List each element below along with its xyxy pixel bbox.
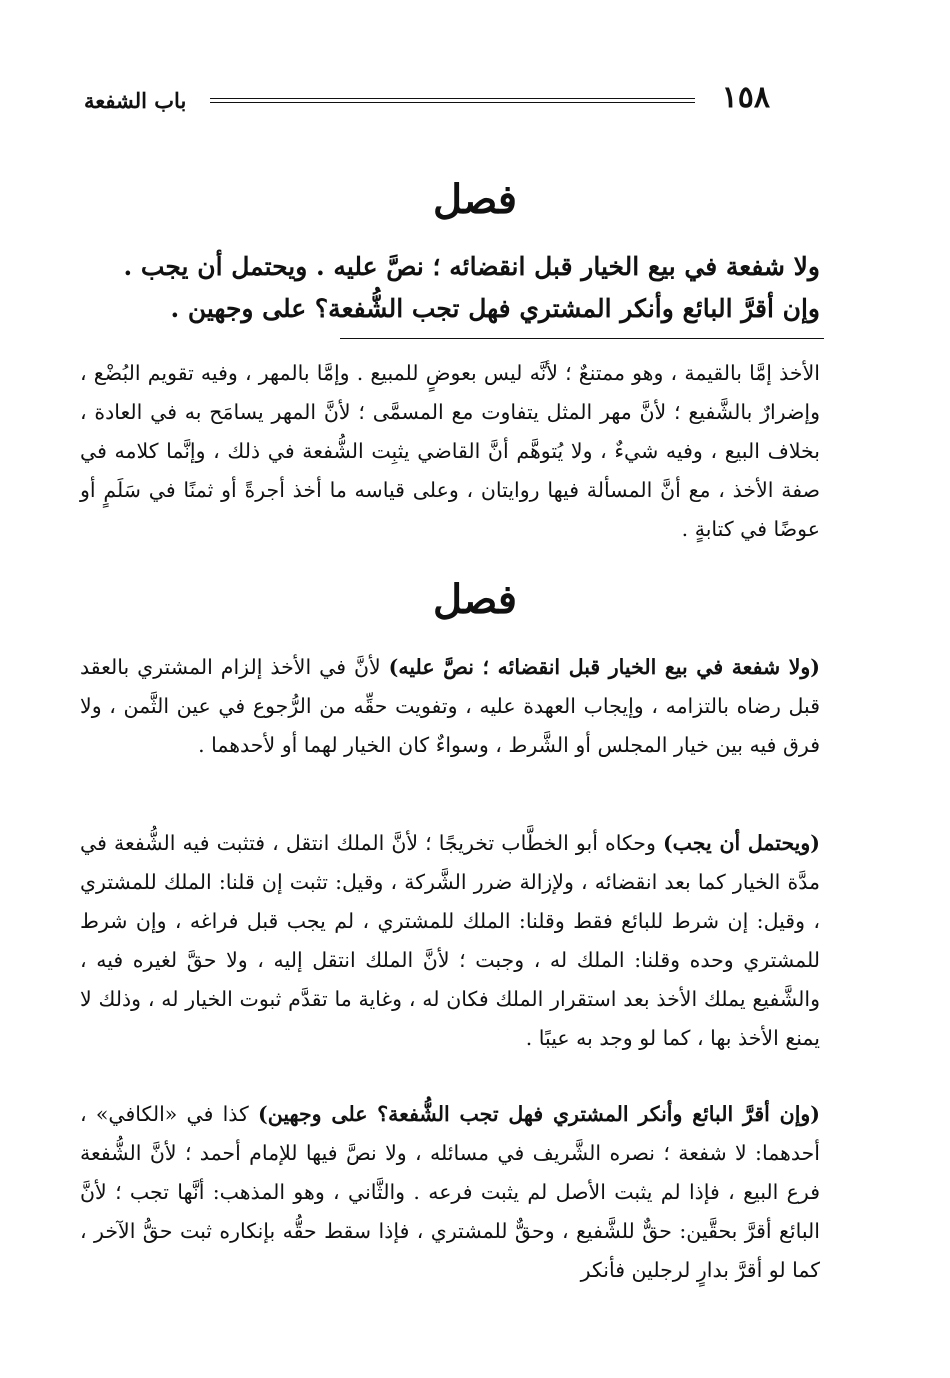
matn-line-1: ولا شفعة في بيع الخيار قبل انقضائه ؛ نصَّ عليه . ويحتمل أن يجب . (123, 252, 820, 281)
matn-lemma: (ويحتمل أن يجب) (662, 831, 820, 855)
sharh-text: وحكاه أبو الخطَّاب تخريجًا ؛ لأنَّ الملك انتقل ، فتثبت فيه الشُّفعة في مدَّة الخيار كما بعد انقضائه ، ولإزالة ضرر الشَّركة ، وقيل: تثبت إن قلنا: الملك للمشتري ، وقيل: إن شرط للبائع فقط وقلنا: الملك للمشتري ، لم يجب قبل فراغه ، وإن شرط للمشتري وحده وقلنا: الملك له ، وجبت ؛ لأنَّ الملك انتقل إليه ، ولا حقَّ لغيره فيه ، والشَّفيع يملك الأخذ بعد استقرار الملك فكان له ، وغاية ما تقدَّم ثبوت الخيار له ، وذلك لا يمنع الأخذ بها ، كما لو وجد به عيبًا . (80, 831, 820, 1050)
section-heading-1: فصل (432, 176, 518, 223)
matn-lemma: (ولا شفعة في بيع الخيار قبل انقضائه ؛ نصَّ عليه) (388, 655, 820, 679)
page-number: ١٥٨ (721, 80, 770, 115)
section-heading-2: فصل (432, 576, 518, 623)
matn-lemma: (وإن أقرَّ البائع وأنكر المشتري فهل تجب الشُّفعة؟ على وجهين) (258, 1102, 820, 1126)
matn-line-2: وإن أقرَّ البائع وأنكر المشتري فهل تجب الشُّفعة؟ على وجهين . (170, 294, 820, 323)
sharh-paragraph-2 (80, 824, 820, 1058)
sharh-paragraph-1 (80, 648, 820, 765)
sharh-text: لأنَّ في الأخذ إلزام المشتري بالعقد قبل رضاه بالتزامه ، وإيجاب العهدة عليه ، وتفويت حقِّه من الرُّجوع في عين الثَّمن ، ولا فرق فيه بين خيار المجلس أو الشَّرط ، وسواءٌ كان الخيار لهما أو لأحدهما . (80, 655, 820, 757)
sharh-text: كذا في «الكافي» ، أحدهما: لا شفعة ؛ نصره الشَّريف في مسائله ، ولا نصَّ فيها للإمام أحمد ؛ لأنَّ الشُّفعة فرع البيع ، فإذا لم يثبت الأصل لم يثبت فرعه . والثَّاني ، وهو المذهب: أنَّها تجب ؛ لأنَّ البائع أقرَّ بحقَّين: حقٌّ للشَّفيع ، وحقٌّ للمشتري ، فإذا سقط حقُّه بإنكاره ثبت حقُّ الآخر ، كما لو أقرَّ بدارٍ لرجلين فأنكر (80, 1102, 820, 1282)
matn-block (80, 246, 820, 330)
header-rule (210, 98, 695, 103)
commentary-paragraph: الأخذ إمَّا بالقيمة ، وهو ممتنعٌ ؛ لأنَّه ليس بعوضٍ للمبيع . وإمَّا بالمهر ، وفيه تقويم البُضْع ، وإضرارٌ بالشَّفيع ؛ لأنَّ مهر المثل يتفاوت مع المسمَّى ؛ لأنَّ المهر يسامَح به في العادة ، بخلاف البيع ، وفيه شيءٌ ، ولا يُتوهَّم أنَّ القاضي يثبِت الشُّفعة في ذلك ، وإنَّما كلامه في صفة الأخذ ، مع أنَّ المسألة فيها روايتان ، وعلى قياسه ما أخذ أجرةً أو ثمنًا في سَلَمٍ أو عوضًا في كتابةٍ . (80, 361, 820, 541)
running-title: باب الشفعة (84, 88, 187, 113)
sharh-paragraph-3 (80, 1095, 820, 1290)
matn-divider (340, 338, 824, 339)
